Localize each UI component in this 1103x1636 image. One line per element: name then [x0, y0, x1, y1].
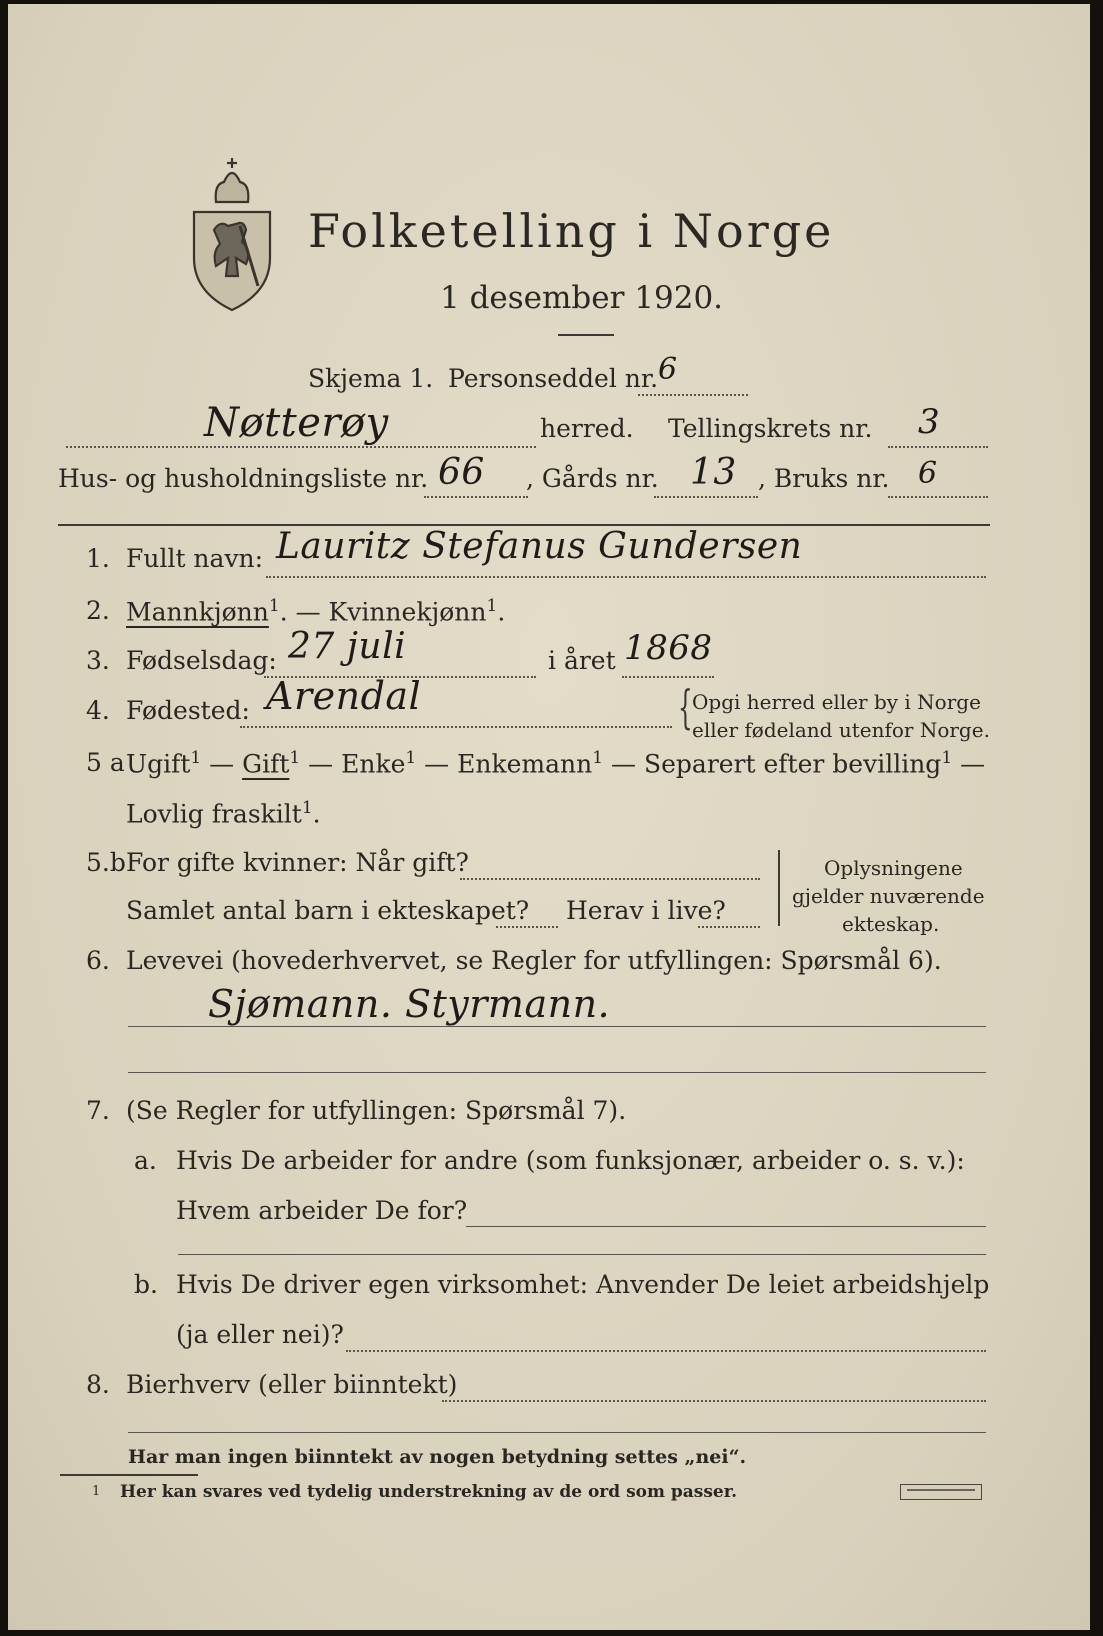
q7a-letter: a. — [134, 1146, 157, 1175]
gender-options: Mannkjønn$^1$. — Kvinnekjønn$^1$. — [126, 596, 506, 627]
marital-enkemann-option[interactable]: Enkemann — [457, 749, 593, 779]
side-income-note: Har man ingen biinntekt av nogen betydning settes „nei“. — [128, 1446, 747, 1468]
husliste-label: Hus- og husholdningsliste nr. — [58, 464, 429, 493]
q1-label: Fullt navn: — [126, 544, 264, 573]
bruks-field[interactable] — [888, 496, 988, 498]
form-title: Folketelling i Norge — [308, 204, 835, 258]
personseddel-label: Personseddel nr. — [448, 364, 659, 393]
schema-label: Skjema 1. — [308, 364, 434, 393]
birth-year-field[interactable] — [622, 676, 714, 678]
employer-field[interactable] — [466, 1226, 986, 1227]
children-count-field[interactable] — [496, 926, 558, 928]
printer-stamp — [900, 1484, 982, 1500]
q2-number: 2. — [86, 596, 110, 625]
children-count-label: Samlet antal barn i ekteskapet? — [126, 896, 530, 925]
q3-number: 3. — [86, 646, 110, 675]
q8-number: 8. — [86, 1370, 110, 1399]
marital-gift-option[interactable]: Gift — [242, 749, 290, 779]
q5b-number: 5.b — [86, 848, 126, 877]
q4-label: Fødested: — [126, 696, 250, 725]
marital-ugift-option[interactable]: Ugift — [126, 749, 191, 779]
full-name-value: Lauritz Stefanus Gundersen — [276, 526, 803, 567]
occupation-line-1[interactable] — [128, 1026, 986, 1027]
birthday-value: 27 juli — [288, 626, 407, 667]
birthplace-value: Arendal — [266, 674, 422, 718]
herred-value: Nøtterøy — [204, 400, 389, 446]
tellingskrets-label: Tellingskrets nr. — [668, 414, 873, 443]
personseddel-value: 6 — [658, 352, 678, 387]
married-when-field[interactable] — [460, 878, 760, 880]
husliste-value: 66 — [438, 452, 485, 493]
children-alive-field[interactable] — [698, 926, 760, 928]
norwegian-coat-of-arms-icon — [186, 154, 278, 314]
marriage-note-bracket — [778, 850, 780, 926]
occupation-line-2[interactable] — [128, 1072, 986, 1073]
footnote-mark: 1 — [92, 1484, 101, 1499]
married-when-label: For gifte kvinner: Når gift? — [126, 848, 469, 877]
birthplace-note-line2: eller fødeland utenfor Norge. — [692, 718, 990, 742]
q7b-letter: b. — [134, 1270, 158, 1299]
gender-male-option[interactable]: Mannkjønn — [126, 597, 269, 627]
side-income-label: Bierhverv (eller biinntekt) — [126, 1370, 458, 1399]
marital-fraskilt-line: Lovlig fraskilt$^1$. — [126, 798, 321, 829]
birthplace-note-brace: { — [678, 680, 693, 734]
gards-label: , Gårds nr. — [526, 464, 659, 493]
tellingskrets-value: 3 — [918, 402, 941, 442]
q7-label: (Se Regler for utfyllingen: Spørsmål 7). — [126, 1096, 627, 1125]
husliste-field[interactable] — [424, 496, 528, 498]
marriage-note-line1: Oplysningene — [824, 856, 963, 880]
marriage-note-line2: gjelder nuværende — [792, 884, 985, 908]
birth-year-value: 1868 — [624, 628, 713, 668]
q3-label: Fødselsdag: — [126, 646, 277, 675]
employer-label: Hvem arbeider De for? — [176, 1196, 468, 1225]
q1-number: 1. — [86, 544, 110, 573]
q5a-number: 5 a — [86, 748, 125, 777]
bruks-value: 6 — [918, 456, 938, 491]
marital-status-options: Ugift$^1$ — Gift$^1$ — Enke$^1$ — Enkemann$^1$ — Separert efter bevilling$^1$ — — [126, 748, 986, 779]
marital-fraskilt-option[interactable]: Lovlig fraskilt — [126, 799, 302, 829]
personseddel-field[interactable] — [638, 394, 748, 396]
footnote-divider — [60, 1474, 198, 1476]
hired-help-label: (ja eller nei)? — [176, 1320, 344, 1349]
title-divider — [558, 334, 614, 336]
herred-field[interactable] — [66, 446, 536, 448]
census-form-sheet — [8, 4, 1090, 1630]
gards-field[interactable] — [654, 496, 758, 498]
side-income-line-2[interactable] — [128, 1432, 986, 1433]
census-date: 1 desember 1920. — [440, 280, 724, 316]
q6-number: 6. — [86, 946, 110, 975]
employer-field-line-2[interactable] — [178, 1254, 986, 1255]
full-name-field[interactable] — [266, 576, 986, 578]
occupation-value: Sjømann. Styrmann. — [208, 982, 611, 1026]
birthplace-note-line1: Opgi herred eller by i Norge — [692, 690, 981, 714]
bruks-label: , Bruks nr. — [758, 464, 890, 493]
marital-enke-option[interactable]: Enke — [341, 749, 406, 779]
q7b-text: Hvis De driver egen virksomhet: Anvender De leiet arbeidshjelp — [176, 1270, 990, 1299]
q7a-text: Hvis De arbeider for andre (som funksjonær, arbeider o. s. v.): — [176, 1146, 965, 1175]
q7-number: 7. — [86, 1096, 110, 1125]
q4-number: 4. — [86, 696, 110, 725]
marital-separert-option[interactable]: Separert efter bevilling — [643, 749, 942, 779]
gards-value: 13 — [690, 452, 737, 493]
tellingskrets-field[interactable] — [888, 446, 988, 448]
occupation-label: Levevei (hovederhvervet, se Regler for utfyllingen: Spørsmål 6). — [126, 946, 942, 975]
herred-label: herred. — [540, 414, 634, 443]
hired-help-field[interactable] — [346, 1350, 986, 1352]
gender-female-option[interactable]: Kvinnekjønn — [328, 597, 487, 627]
marriage-note-line3: ekteskap. — [842, 912, 940, 936]
side-income-field[interactable] — [442, 1400, 986, 1402]
children-alive-label: Herav i live? — [566, 896, 726, 925]
birthplace-field[interactable] — [240, 726, 672, 728]
year-label: i året — [548, 646, 616, 675]
footnote-text: Her kan svares ved tydelig understrekning av de ord som passer. — [120, 1482, 738, 1502]
